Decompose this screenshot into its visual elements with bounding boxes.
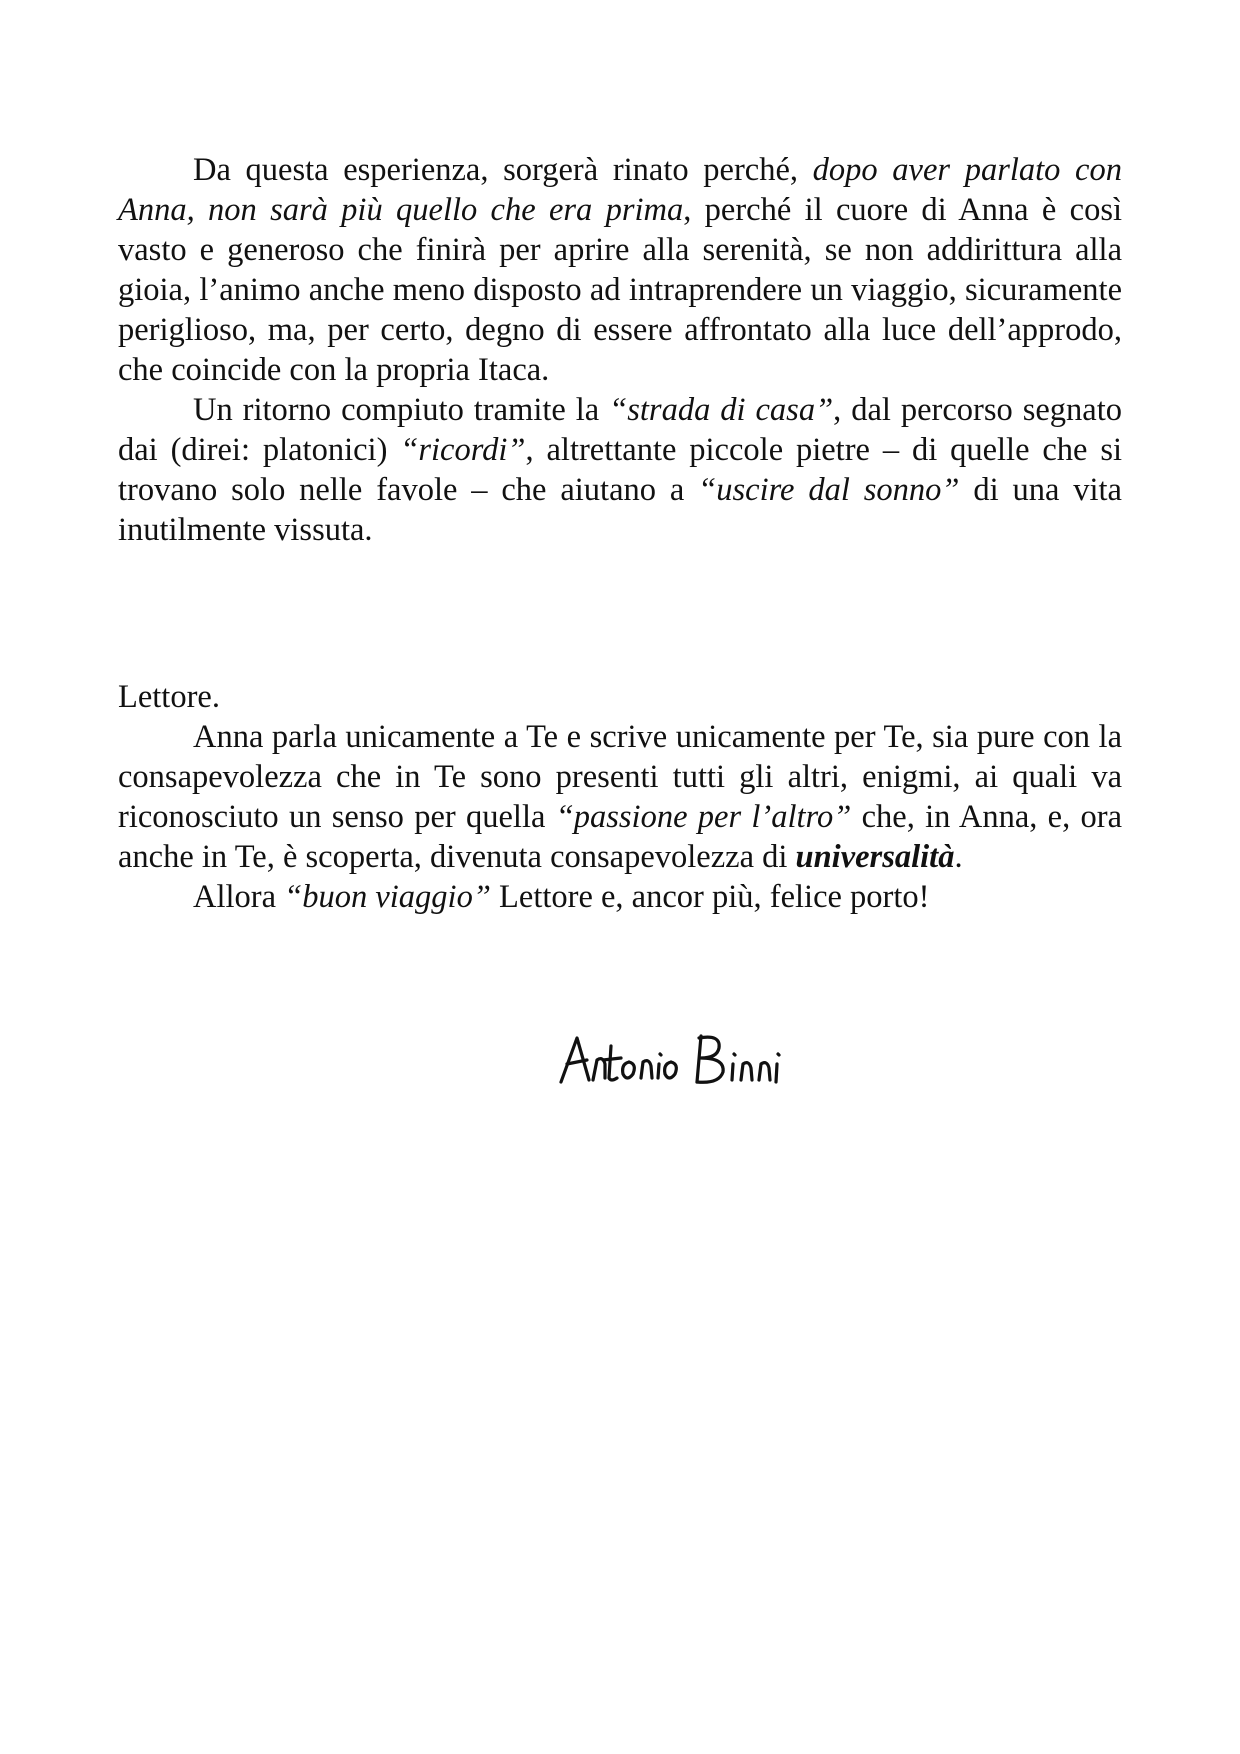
paragraph-4-italic: “buon viaggio”: [284, 879, 491, 915]
paragraph-4-text-2: Lettore e, ancor più, felice porto!: [490, 879, 930, 915]
paragraph-2-italic-3: “uscire dal sonno”: [698, 472, 960, 508]
paragraph-3-italic: “passione per l’altro”: [555, 799, 852, 835]
paragraph-3-text-2: che, in Anna, e, ora anche in Te, è scoperta, divenuta consapevolezza di: [118, 799, 1123, 875]
paragraph-1-italic: dopo aver parlato con Anna, non sarà più quello che era prima: [118, 152, 1122, 228]
paragraph-3: [118, 717, 1122, 877]
paragraph-2-italic-1: “strada di casa”: [609, 392, 834, 428]
paragraph-2-text-4: di una vita inutilmente vissuta.: [118, 472, 1122, 548]
signature-drawing: [555, 1020, 815, 1100]
intro-section: [118, 150, 1122, 550]
paragraph-4: [118, 877, 1122, 917]
paragraph-2: [118, 390, 1122, 550]
paragraph-1-text-1: Da questa esperienza, sorgerà rinato perché,: [193, 152, 813, 188]
paragraph-2-text-2: , dal percorso segnato dai (direi: platonici): [118, 392, 1122, 468]
paragraph-4-text-1: Allora: [193, 879, 285, 915]
handwritten-signature: [555, 1020, 815, 1100]
paragraph-2-text-3: , altrettante piccole pietre – di quelle che si trovano solo nelle favole – che aiutano a: [118, 432, 1123, 508]
lettore-section: [118, 677, 1122, 917]
paragraph-1: [118, 150, 1122, 390]
paragraph-3-text-1: Anna parla unicamente a Te e scrive unicamente per Te, sia pure con la consapevolezza che in Te sono presenti tutti gli altri, enigmi, ai quali va riconosciuto un senso per quella: [118, 719, 1122, 835]
paragraph-1-text-2: , perché il cuore di Anna è così vasto e generoso che finirà per aprire alla serenità, se non addirittura alla gioia, l’animo anche meno disposto ad intraprendere un viaggio, sicuramente periglioso, ma, per certo, degno di essere affrontato alla luce dell’approdo, che coincide con la propria Itaca.: [118, 192, 1122, 388]
paragraph-2-text-1: Un ritorno compiuto tramite la: [193, 392, 610, 428]
paragraph-2-italic-2: “ricordi”: [400, 432, 526, 468]
paragraph-3-text-3: .: [954, 839, 963, 875]
lettore-heading: Lettore.: [118, 679, 220, 715]
paragraph-3-bold-italic: universalità: [795, 839, 955, 875]
